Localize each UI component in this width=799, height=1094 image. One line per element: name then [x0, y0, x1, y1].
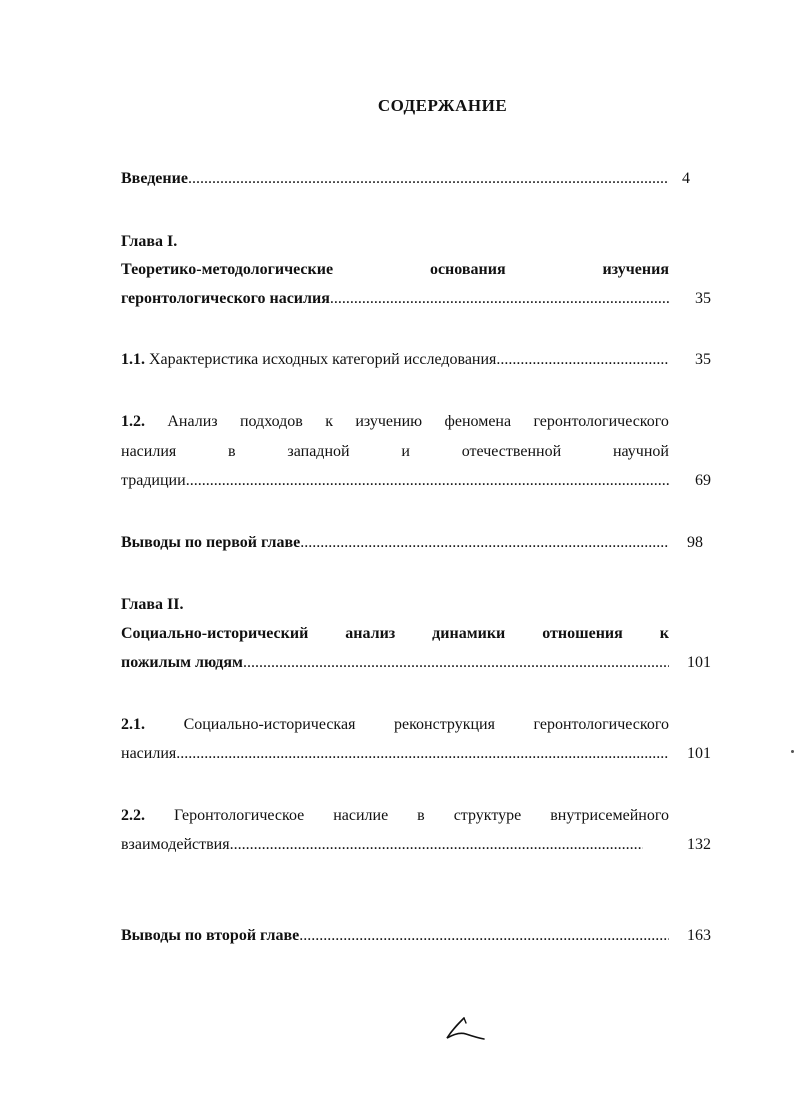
- toc-entry-1-2-line-1: [121, 411, 669, 433]
- toc-entry-2-1-line-1: [121, 714, 669, 736]
- word: изучения: [602, 261, 669, 278]
- word: внутрисемейного: [550, 807, 669, 824]
- toc-entry-2-2-line-2: [121, 834, 643, 856]
- leader-dots: [243, 652, 669, 674]
- toc-page-number: 98: [687, 534, 703, 551]
- toc-page-number: 4: [682, 170, 690, 187]
- toc-page-number: 101: [687, 745, 711, 762]
- scan-speck: [791, 750, 794, 753]
- word: подходов: [239, 413, 303, 430]
- word: научной: [612, 443, 669, 460]
- toc-entry-2-1-line-2: [121, 743, 669, 765]
- word: изучению: [355, 413, 423, 430]
- toc-entry-intro: [121, 168, 669, 190]
- word: Социально-исторический: [121, 625, 309, 642]
- handwritten-mark-icon: [444, 1014, 486, 1044]
- toc-label: пожилым людям: [121, 654, 243, 671]
- leader-dots: [496, 349, 669, 371]
- word: к: [659, 625, 669, 642]
- word: в: [417, 807, 425, 824]
- leader-dots: [300, 532, 669, 554]
- chapter-heading: Глава I.: [121, 233, 178, 250]
- word: отношения: [542, 625, 623, 642]
- leader-dots: [176, 743, 669, 765]
- word: Социально-историческая: [183, 716, 356, 733]
- toc-entry-conclusions-2: [121, 925, 669, 947]
- toc-label: традиции: [121, 472, 186, 489]
- toc-label: Выводы по второй главе: [121, 927, 300, 944]
- word: Геронтологическое: [173, 807, 305, 824]
- leader-dots: [330, 288, 669, 310]
- toc-entry-1-1: [121, 349, 669, 371]
- word: геронтологического: [533, 716, 669, 733]
- word: в: [228, 443, 236, 460]
- word: Анализ: [167, 413, 218, 430]
- leader-dots: [299, 925, 669, 947]
- toc-label: Характеристика исходных категорий исследования: [149, 351, 497, 368]
- page-title: СОДЕРЖАНИЕ: [377, 96, 508, 115]
- word: западной: [287, 443, 350, 460]
- chapter-title-line: [121, 623, 669, 645]
- toc-page-number: 163: [687, 927, 711, 944]
- word: структуре: [453, 807, 522, 824]
- chapter-title-line: [121, 259, 669, 281]
- section-number: 1.1.: [121, 351, 145, 368]
- toc-label: насилия: [121, 745, 177, 762]
- toc-page-number: 35: [695, 351, 711, 368]
- word: к: [325, 413, 333, 430]
- toc-label: взаимодействия: [121, 836, 230, 853]
- toc-entry-chapter-1: [121, 288, 669, 310]
- toc-entry-conclusions-1: [121, 532, 669, 554]
- toc-page-number: 35: [695, 290, 711, 307]
- toc-entry-1-2-line-2: [121, 441, 669, 463]
- leader-dots: [188, 168, 669, 190]
- toc-label: геронтологического насилия: [121, 290, 330, 307]
- word: Теоретико-методологические: [121, 261, 334, 278]
- toc-page-number: 69: [695, 472, 711, 489]
- word: реконструкция: [393, 716, 495, 733]
- leader-dots: [230, 834, 643, 856]
- section-number: 2.2.: [121, 807, 145, 824]
- word: отечественной: [461, 443, 562, 460]
- leader-dots: [186, 470, 669, 492]
- toc-entry-1-2-line-3: [121, 470, 669, 492]
- word: динамики: [432, 625, 506, 642]
- chapter-heading: Глава II.: [121, 596, 184, 613]
- toc-entry-chapter-2: [121, 652, 669, 674]
- word: феномена: [444, 413, 512, 430]
- word: насилия: [121, 443, 177, 460]
- section-number: 2.1.: [121, 716, 145, 733]
- word: насилие: [333, 807, 389, 824]
- toc-label: Введение: [121, 170, 188, 187]
- toc-page-number: 101: [687, 654, 711, 671]
- word: геронтологического: [533, 413, 669, 430]
- toc-entry-2-2-line-1: [121, 805, 669, 827]
- word: и: [401, 443, 410, 460]
- word: основания: [429, 261, 506, 278]
- word: анализ: [345, 625, 396, 642]
- section-number: 1.2.: [121, 413, 145, 430]
- toc-page-number: 132: [687, 836, 711, 853]
- toc-label: Выводы по первой главе: [121, 534, 301, 551]
